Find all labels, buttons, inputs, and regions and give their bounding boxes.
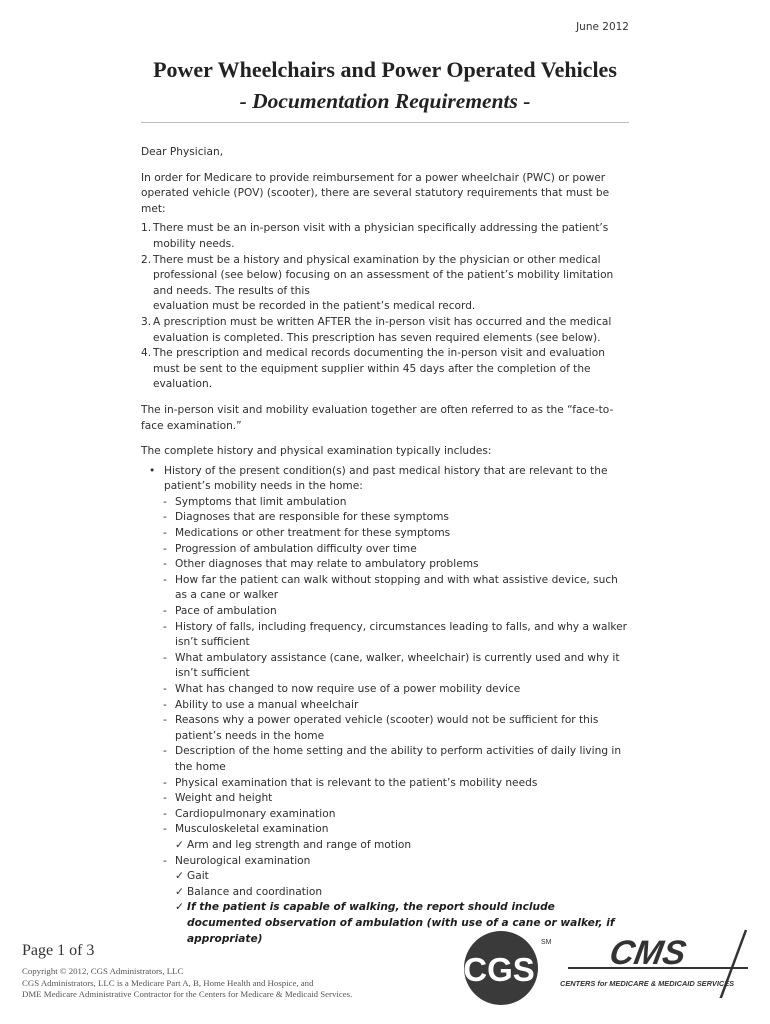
copyright-line: Copyright © 2012, CGS Administrators, LLC — [22, 966, 184, 976]
list-item-text: Progression of ambulation difficulty over time — [175, 542, 417, 555]
copyright-line: CGS Administrators, LLC is a Medicare Part A, B, Home Health and Hospice, and — [22, 977, 314, 988]
list-item-text: Ability to use a manual wheelchair — [175, 698, 359, 711]
list-item — [141, 807, 631, 823]
letter-body — [141, 145, 631, 947]
check-item-text: Gait — [187, 870, 209, 883]
list-item-text: Pace of ambulation — [175, 605, 277, 618]
requirement-text: A prescription must be written AFTER the in-person visit has occurred and the medical evaluation is completed. This prescription has seven required elements (see below). — [153, 315, 612, 344]
list-item — [141, 510, 631, 526]
dash-icon: - — [163, 542, 167, 555]
requirement-number: 1. — [141, 222, 152, 235]
dash-icon: - — [163, 823, 167, 836]
dash-icon: - — [163, 683, 167, 695]
requirement-number: 3. — [141, 315, 152, 328]
list-item-text: Physical examination that is relevant to the patient’s mobility needs — [175, 776, 538, 789]
list-item — [141, 713, 631, 744]
list-item-text: How far the patient can walk without stopping and with what assistive device, such as a cane or walker — [175, 573, 618, 602]
list-item — [141, 620, 631, 651]
dash-icon: - — [163, 495, 167, 508]
list-item-text: Cardiopulmonary examination — [175, 807, 336, 820]
face-to-face-paragraph: The in-person visit and mobility evaluation together are often referred to as the “face-to-face examination.” — [141, 403, 614, 432]
cgs-logo-servicemark: SM — [541, 939, 552, 946]
bullet-text: History of the present condition(s) and past medical history that are relevant to the patient’s mobility needs in the home: — [164, 464, 608, 493]
title-divider — [141, 122, 629, 123]
cms-logo — [560, 928, 760, 998]
list-item-text: Description of the home setting and the ability to perform activities of daily living in the home — [175, 745, 622, 773]
check-item — [141, 869, 631, 885]
list-item — [141, 744, 631, 775]
copyright-notice — [22, 966, 352, 1001]
list-item — [141, 495, 631, 511]
dash-icon: - — [163, 605, 167, 618]
check-item — [141, 838, 631, 854]
exam-items-list — [141, 495, 631, 838]
dash-icon: - — [163, 511, 167, 524]
requirement-2 — [141, 253, 631, 315]
list-item-text: History of falls, including frequency, circumstances leading to falls, and why a walker isn’t sufficient — [175, 620, 628, 649]
list-item — [141, 822, 631, 838]
page-number: Page 1 of 3 — [22, 942, 95, 959]
list-item-text: What has changed to now require use of a power mobility device — [175, 683, 521, 695]
requirement-text: There must be an in-person visit with a physician specifically addressing the patient’s mobility needs. — [153, 222, 609, 250]
list-item — [141, 604, 631, 620]
history-bullet — [141, 464, 631, 495]
list-item — [141, 526, 631, 542]
list-item-text: What ambulatory assistance (cane, walker, wheelchair) is currently used and why it isn’t sufficient — [175, 651, 620, 680]
list-item-text: Other diagnoses that may relate to ambulatory problems — [175, 558, 479, 571]
list-item — [141, 698, 631, 714]
requirement-number: 2. — [141, 253, 152, 266]
requirement-text: The prescription and medical records documenting the in-person visit and evaluation must be sent to the equipment supplier within 45 days after the completion of the evaluation. — [153, 347, 605, 391]
emphasis-text: If the patient is capable of walking, the report should include documented observation of ambulation (with use of a cane or walker, if appropriate) — [187, 901, 615, 945]
cgs-logo-text: CGS — [463, 951, 535, 988]
check-item-text: Arm and leg strength and range of motion — [187, 838, 412, 851]
list-item-text: Medications or other treatment for these symptoms — [175, 527, 451, 540]
requirement-1 — [141, 221, 631, 252]
document-subtitle: - Documentation Requirements - — [239, 89, 531, 113]
salutation: Dear Physician, — [141, 146, 224, 158]
intro-paragraph: In order for Medicare to provide reimbursement for a power wheelchair (PWC) or power operated vehicle (POV) (scooter), there are several statutory requirements that must be met: — [141, 171, 610, 215]
checkmark-icon: ✓ — [175, 885, 184, 898]
dash-icon: - — [163, 527, 167, 540]
requirement-text-continued: evaluation must be recorded in the patient’s medical record. — [153, 300, 476, 313]
dash-icon: - — [163, 792, 167, 805]
cgs-logo — [461, 928, 553, 1010]
list-item — [141, 651, 631, 682]
document-title: Power Wheelchairs and Power Operated Vehicles — [153, 57, 617, 82]
list-item — [141, 557, 631, 573]
copyright-line: DME Medicare Administrative Contractor for the Centers for Medicare & Medicaid Services. — [22, 989, 353, 999]
dash-icon: - — [163, 776, 167, 789]
list-item — [141, 542, 631, 558]
exam-intro: The complete history and physical examination typically includes: — [141, 445, 492, 458]
emphasis-check-item — [141, 900, 631, 947]
cms-logo-tagline: CENTERS for MEDICARE & MEDICAID SERVICES — [560, 979, 735, 988]
bullet-icon: • — [149, 464, 156, 477]
checkmark-icon: ✓ — [175, 870, 184, 883]
dash-icon: - — [163, 558, 167, 571]
requirement-3 — [141, 315, 631, 346]
list-item-text: Diagnoses that are responsible for these symptoms — [175, 511, 449, 524]
dash-icon: - — [163, 714, 167, 727]
list-item-text: Reasons why a power operated vehicle (scooter) would not be sufficient for this patient’s needs in the home — [175, 714, 599, 742]
document-date: June 2012 — [576, 21, 629, 33]
list-item — [141, 573, 631, 604]
list-item — [141, 791, 631, 807]
check-item — [141, 885, 631, 901]
list-item-text: Symptoms that limit ambulation — [175, 495, 347, 508]
list-item — [141, 776, 631, 792]
dash-icon: - — [163, 573, 167, 586]
checkmark-icon: ✓ — [175, 838, 184, 851]
list-item — [141, 682, 631, 698]
list-item-text: Musculoskeletal examination — [175, 823, 329, 836]
requirement-text: There must be a history and physical examination by the physician or other medical professional (see below) focusing on an assessment of the patient’s mobility limitation and needs. The results of this — [153, 253, 614, 297]
list-item — [141, 854, 631, 870]
check-item-text: Balance and coordination — [187, 885, 323, 898]
dash-icon: - — [163, 698, 167, 711]
checkmark-icon: ✓ — [175, 901, 184, 914]
list-item-text: Weight and height — [175, 792, 273, 805]
requirement-4 — [141, 346, 631, 393]
list-item-text: Neurological examination — [175, 854, 311, 867]
dash-icon: - — [163, 745, 167, 758]
requirement-number: 4. — [141, 347, 152, 360]
dash-icon: - — [163, 807, 167, 820]
dash-icon: - — [163, 651, 167, 664]
cms-logo-text: CMS — [606, 934, 689, 972]
dash-icon: - — [163, 620, 167, 633]
dash-icon: - — [163, 854, 167, 867]
